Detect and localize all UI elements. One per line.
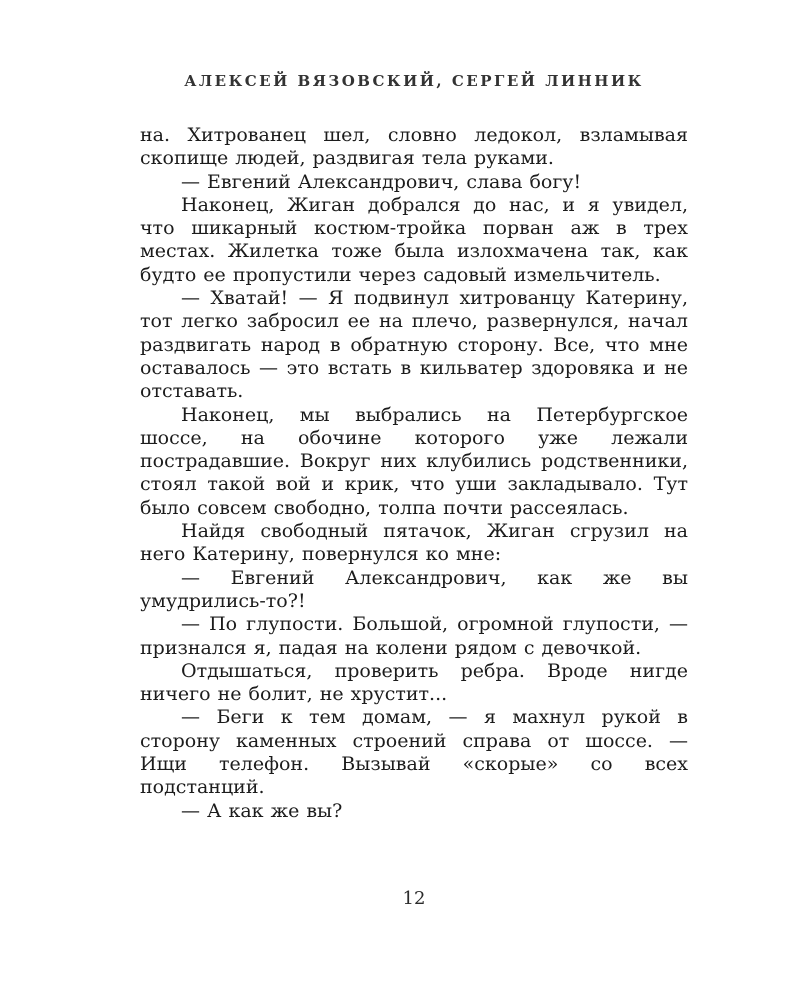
paragraph: Наконец, мы выбрались на Петербургское шоссе, на обочине которого уже лежали пострадавшие. Вокруг них клубились родственники, стоял такой вой и крик, что уши закладывало. Тут было совсем свободно, толпа почти рассеялась. [140,403,688,519]
paragraph: на. Хитрованец шел, словно ледокол, взламывая скопище людей, раздвигая тела руками. [140,124,688,170]
paragraph-dialogue: — А как же вы? [181,799,343,822]
paragraph-dialogue: — Евгений Александрович, слава богу! [181,170,582,193]
paragraph-dialogue: — Беги к тем домам, — я махнул рукой в сторону каменных строений справа от шоссе. — Ищи телефон. Вызывай «скорые» со всех подстанций. [140,706,688,799]
text-body [140,124,688,823]
paragraph: Отдышаться, проверить ребра. Вроде нигде ничего не болит, не хрустит... [140,659,688,706]
paragraph: Наконец, Жиган добрался до нас, и я увидел, что шикарный костюм-тройка порван аж в трех местах. Жилетка тоже была излохмачена так, как будто ее пропустили через садовый измельчитель. [140,193,688,286]
paragraph-dialogue: — По глупости. Большой, огромной глупости, — признался я, падая на колени рядом с девочкой. [140,613,688,659]
page-number: 12 [402,888,426,909]
paragraph-dialogue: — Евгений Александрович, как же вы умудрились-то?! [140,566,688,612]
paragraph-dialogue: — Хватай! — Я подвинул хитрованцу Катерину, тот легко забросил ее на плечо, развернулся, начал раздвигать народ в обратную сторону. Все, что мне оставалось — это встать в кильватер здоровяка и не отставать. [140,287,688,403]
running-header: АЛЕКСЕЙ ВЯЗОВСКИЙ, СЕРГЕЙ ЛИННИК [184,72,644,90]
paragraph: Найдя свободный пятачок, Жиган сгрузил на него Катерину, повернулся ко мне: [140,520,688,566]
